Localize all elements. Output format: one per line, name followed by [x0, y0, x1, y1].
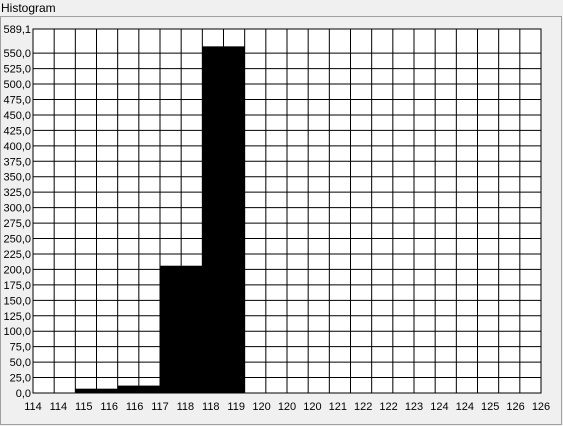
x-tick-label: 118 [202, 401, 220, 413]
x-tick-label: 119 [227, 401, 245, 413]
y-tick-label: 525,0 [3, 63, 31, 76]
y-tick-label: 350,0 [3, 171, 31, 184]
y-tick-label: 450,0 [3, 109, 31, 122]
y-max-label: 589,1 [3, 24, 31, 36]
y-tick-label: 225,0 [3, 248, 31, 261]
x-tick-label: 122 [379, 401, 398, 413]
histogram-bar [75, 389, 117, 393]
x-tick-label: 120 [303, 401, 322, 413]
x-tick-label: 126 [506, 401, 525, 413]
y-tick-label: 375,0 [3, 156, 31, 169]
x-tick-label: 123 [404, 401, 424, 413]
x-tick-label: 120 [277, 401, 297, 413]
y-tick-label: 50,0 [9, 357, 31, 370]
x-tick-label: 120 [252, 401, 271, 413]
y-tick-label: 25,0 [9, 372, 31, 385]
y-tick-label: 100,0 [3, 326, 31, 339]
y-tick-label: 75,0 [9, 341, 31, 354]
y-tick-label: 500,0 [3, 79, 31, 92]
histogram-bar [160, 266, 202, 393]
x-tick-label: 116 [100, 401, 118, 413]
y-tick-label: 425,0 [3, 125, 31, 138]
x-tick-label: 117 [151, 401, 169, 413]
y-tick-label: 125,0 [3, 310, 31, 323]
x-tick-label: 125 [481, 401, 500, 413]
y-tick-label: 300,0 [3, 202, 31, 215]
y-tick-label: 150,0 [3, 295, 31, 308]
x-tick-label: 114 [49, 401, 68, 413]
histogram-bar [118, 386, 160, 393]
x-tick-label: 115 [75, 401, 93, 413]
x-axis-ticks [24, 401, 550, 413]
y-tick-label: 325,0 [3, 187, 31, 200]
x-tick-label: 118 [176, 401, 195, 413]
y-tick-label: 550,0 [3, 48, 31, 61]
x-tick-label: 114 [24, 401, 42, 413]
histogram-bar [202, 46, 244, 393]
x-tick-label: 124 [430, 401, 449, 413]
x-tick-label: 121 [328, 401, 347, 413]
x-tick-label: 122 [354, 401, 373, 413]
y-tick-label: 275,0 [3, 218, 31, 231]
y-tick-label: 175,0 [3, 279, 31, 292]
y-tick-label: 475,0 [3, 94, 31, 107]
y-tick-label: 0,0 [15, 388, 31, 400]
x-tick-label: 116 [125, 401, 144, 413]
y-tick-label: 250,0 [3, 233, 31, 246]
y-axis-ticks [3, 24, 31, 400]
x-tick-label: 124 [455, 401, 474, 413]
window-title: Histogram [1, 1, 56, 15]
y-tick-label: 200,0 [3, 264, 31, 277]
x-tick-label: 126 [531, 401, 551, 413]
y-tick-label: 400,0 [3, 140, 31, 153]
